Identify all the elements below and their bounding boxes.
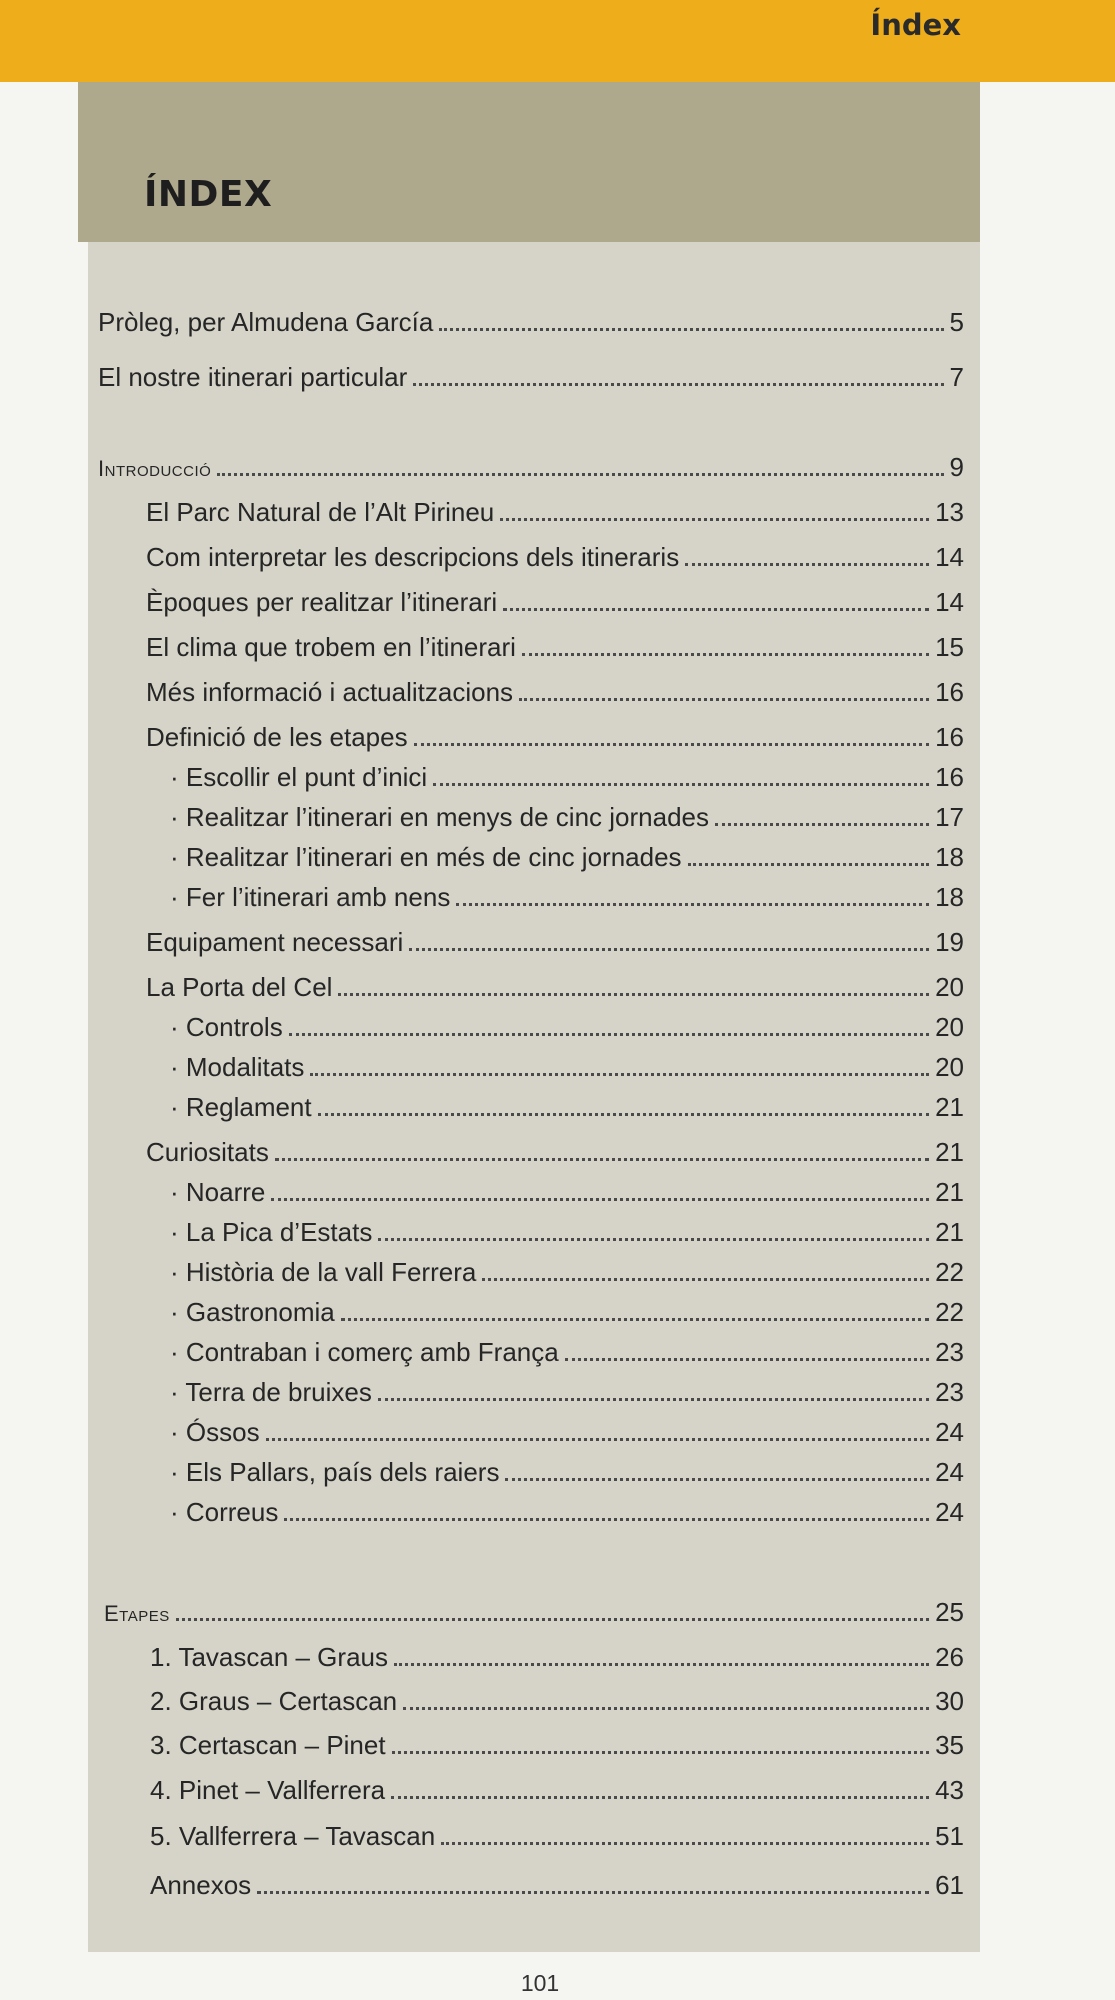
- dot-leader: [456, 903, 929, 906]
- toc-subentry: [170, 802, 964, 833]
- dot-leader: [439, 328, 943, 331]
- toc-entry-page: 21: [935, 1177, 964, 1207]
- toc-entry-page: 30: [935, 1686, 964, 1716]
- toc-entry: [150, 1642, 964, 1673]
- toc-section-entry: [104, 1597, 964, 1628]
- toc-subentry: [170, 1052, 964, 1083]
- toc-entry-label: Èpoques per realitzar l’itinerari: [146, 587, 498, 617]
- dot-leader: [378, 1398, 929, 1401]
- toc-entry-label: · Els Pallars, país dels raiers: [170, 1457, 500, 1487]
- toc-entry: [150, 1686, 964, 1717]
- toc-entry-label: · Noarre: [170, 1177, 266, 1207]
- toc-entry-page: 19: [935, 927, 964, 957]
- toc-entry-label: 4. Pinet – Vallferrera: [150, 1775, 386, 1805]
- toc-entry-page: 23: [935, 1337, 964, 1367]
- toc-entry-page: 22: [935, 1297, 964, 1327]
- toc-entry-page: 13: [935, 497, 964, 527]
- dot-leader: [685, 563, 929, 566]
- toc-subentry: [170, 1092, 964, 1123]
- dot-leader: [284, 1518, 929, 1521]
- toc-entry: [146, 497, 964, 528]
- dot-leader: [414, 743, 929, 746]
- dot-leader: [688, 863, 930, 866]
- toc-section-entry: [98, 452, 964, 483]
- toc-entry-page: 26: [935, 1642, 964, 1672]
- toc-entry-page: 16: [935, 722, 964, 752]
- dot-leader: [318, 1113, 929, 1116]
- toc-entry-page: 25: [935, 1597, 964, 1627]
- toc-entry: [146, 587, 964, 618]
- dot-leader: [413, 383, 943, 386]
- toc-entry-label: · La Pica d’Estats: [170, 1217, 373, 1247]
- toc-entry-page: 21: [935, 1137, 964, 1167]
- toc-subentry: [170, 1377, 964, 1408]
- toc-entry-label: · Modalitats: [170, 1052, 305, 1082]
- toc-entry-label: Curiositats: [146, 1137, 269, 1167]
- toc-entry-label: Equipament necessari: [146, 927, 404, 957]
- dot-leader: [441, 1842, 929, 1845]
- dot-leader: [378, 1238, 929, 1241]
- toc-entry-page: 43: [935, 1775, 964, 1805]
- toc-subentry: [170, 882, 964, 913]
- toc-entry: [146, 972, 964, 1003]
- toc-entry-label: La Porta del Cel: [146, 972, 333, 1002]
- toc-subentry: [170, 1012, 964, 1043]
- toc-entry-label: Annexos: [150, 1870, 252, 1900]
- toc-entry-label: · Escollir el punt d’inici: [170, 762, 428, 792]
- toc-entry-label: 3. Certascan – Pinet: [150, 1730, 386, 1760]
- toc-entry: [150, 1821, 964, 1852]
- toc-entry-page: 18: [935, 842, 964, 872]
- toc-entry: [146, 927, 964, 958]
- dot-leader: [275, 1158, 929, 1161]
- dot-leader: [271, 1198, 929, 1201]
- toc-entry: [146, 542, 964, 573]
- toc-entry-page: 7: [949, 362, 964, 392]
- toc-entry-page: 21: [935, 1217, 964, 1247]
- toc-entry-label: Pròleg, per Almudena García: [98, 307, 434, 337]
- toc-entry-label: · Contraban i comerç amb França: [170, 1337, 559, 1367]
- toc-subentry: [170, 1337, 964, 1368]
- dot-leader: [505, 1478, 929, 1481]
- dot-leader: [433, 783, 929, 786]
- toc-subentry: [170, 1217, 964, 1248]
- dot-leader: [266, 1438, 930, 1441]
- toc-entry: [146, 722, 964, 753]
- toc-entry-label: · Reglament: [170, 1092, 312, 1122]
- toc-entry-label: · Terra de bruixes: [170, 1377, 372, 1407]
- toc-entry-page: 20: [935, 1012, 964, 1042]
- dot-leader: [310, 1073, 929, 1076]
- toc-subentry: [170, 1457, 964, 1488]
- toc-entry-page: 14: [935, 542, 964, 572]
- dot-leader: [500, 518, 929, 521]
- dot-leader: [715, 823, 929, 826]
- toc-entry-page: 24: [935, 1497, 964, 1527]
- toc-entry-page: 23: [935, 1377, 964, 1407]
- dot-leader: [394, 1663, 929, 1666]
- toc-entry-page: 35: [935, 1730, 964, 1760]
- toc-entry-label: · Fer l’itinerari amb nens: [170, 882, 451, 912]
- toc-entry-page: 14: [935, 587, 964, 617]
- toc-entry-page: 22: [935, 1257, 964, 1287]
- toc-entry-label: · Óssos: [170, 1417, 260, 1447]
- dot-leader: [565, 1358, 929, 1361]
- toc-subentry: [170, 762, 964, 793]
- toc-entry: [150, 1870, 964, 1901]
- dot-leader: [289, 1033, 929, 1036]
- toc-entry-page: 24: [935, 1457, 964, 1487]
- toc-entry-label: Com interpretar les descripcions dels itineraris: [146, 542, 680, 572]
- toc-subentry: [170, 1177, 964, 1208]
- toc-subentry: [170, 842, 964, 873]
- toc-entry-label: Introducció: [98, 456, 212, 481]
- toc-entry-page: 61: [935, 1870, 964, 1900]
- header-band: [0, 0, 1115, 82]
- toc-entry-page: 16: [935, 762, 964, 792]
- dot-leader: [217, 473, 943, 476]
- toc-entry-page: 51: [935, 1821, 964, 1851]
- toc-entry-label: · Correus: [170, 1497, 279, 1527]
- running-head: Índex: [870, 8, 961, 42]
- index-panel-header: [78, 82, 980, 242]
- toc-entry-label: Etapes: [104, 1601, 170, 1626]
- toc-entry-page: 20: [935, 972, 964, 1002]
- toc-entry-label: · Gastronomia: [170, 1297, 335, 1327]
- toc-entry: [146, 632, 964, 663]
- toc-entry-page: 20: [935, 1052, 964, 1082]
- toc-entry-label: 1. Tavascan – Graus: [150, 1642, 388, 1672]
- dot-leader: [341, 1318, 929, 1321]
- toc-entry-page: 21: [935, 1092, 964, 1122]
- toc-subentry: [170, 1257, 964, 1288]
- index-title: ÍNDEX: [144, 174, 273, 215]
- toc-entry: [146, 1137, 964, 1168]
- toc-entry-label: · Història de la vall Ferrera: [170, 1257, 477, 1287]
- dot-leader: [403, 1707, 929, 1710]
- dot-leader: [503, 608, 929, 611]
- dot-leader: [522, 653, 929, 656]
- toc-entry-label: El nostre itinerari particular: [98, 362, 408, 392]
- toc-subentry: [170, 1497, 964, 1528]
- toc-entry-page: 5: [949, 307, 964, 337]
- toc-entry: [150, 1775, 964, 1806]
- toc-entry: [98, 362, 964, 393]
- toc-entry-label: · Realitzar l’itinerari en més de cinc jornades: [170, 842, 682, 872]
- toc-subentry: [170, 1417, 964, 1448]
- toc-entry-label: 5. Vallferrera – Tavascan: [150, 1821, 436, 1851]
- toc-entry-label: El Parc Natural de l’Alt Pirineu: [146, 497, 495, 527]
- dot-leader: [482, 1278, 929, 1281]
- toc-entry: [98, 307, 964, 338]
- toc-subentry: [170, 1297, 964, 1328]
- toc-entry-label: · Realitzar l’itinerari en menys de cinc jornades: [170, 802, 710, 832]
- dot-leader: [338, 993, 929, 996]
- toc-entry: [146, 677, 964, 708]
- toc-entry-label: Definició de les etapes: [146, 722, 408, 752]
- dot-leader: [519, 698, 929, 701]
- dot-leader: [392, 1751, 930, 1754]
- dot-leader: [409, 948, 929, 951]
- dot-leader: [257, 1891, 929, 1894]
- dot-leader: [176, 1618, 929, 1621]
- toc-entry-page: 18: [935, 882, 964, 912]
- toc-entry-page: 16: [935, 677, 964, 707]
- toc-entry-label: Més informació i actualitzacions: [146, 677, 514, 707]
- toc-entry-label: El clima que trobem en l’itinerari: [146, 632, 516, 662]
- toc-entry: [150, 1730, 964, 1761]
- toc-entry-page: 17: [935, 802, 964, 832]
- toc-entry-page: 9: [949, 452, 964, 482]
- toc-entry-label: · Controls: [170, 1012, 283, 1042]
- toc-entry-page: 15: [935, 632, 964, 662]
- dot-leader: [391, 1796, 929, 1799]
- toc-entry-page: 24: [935, 1417, 964, 1447]
- toc-entry-label: 2. Graus – Certascan: [150, 1686, 398, 1716]
- page-number: 101: [520, 1970, 560, 1996]
